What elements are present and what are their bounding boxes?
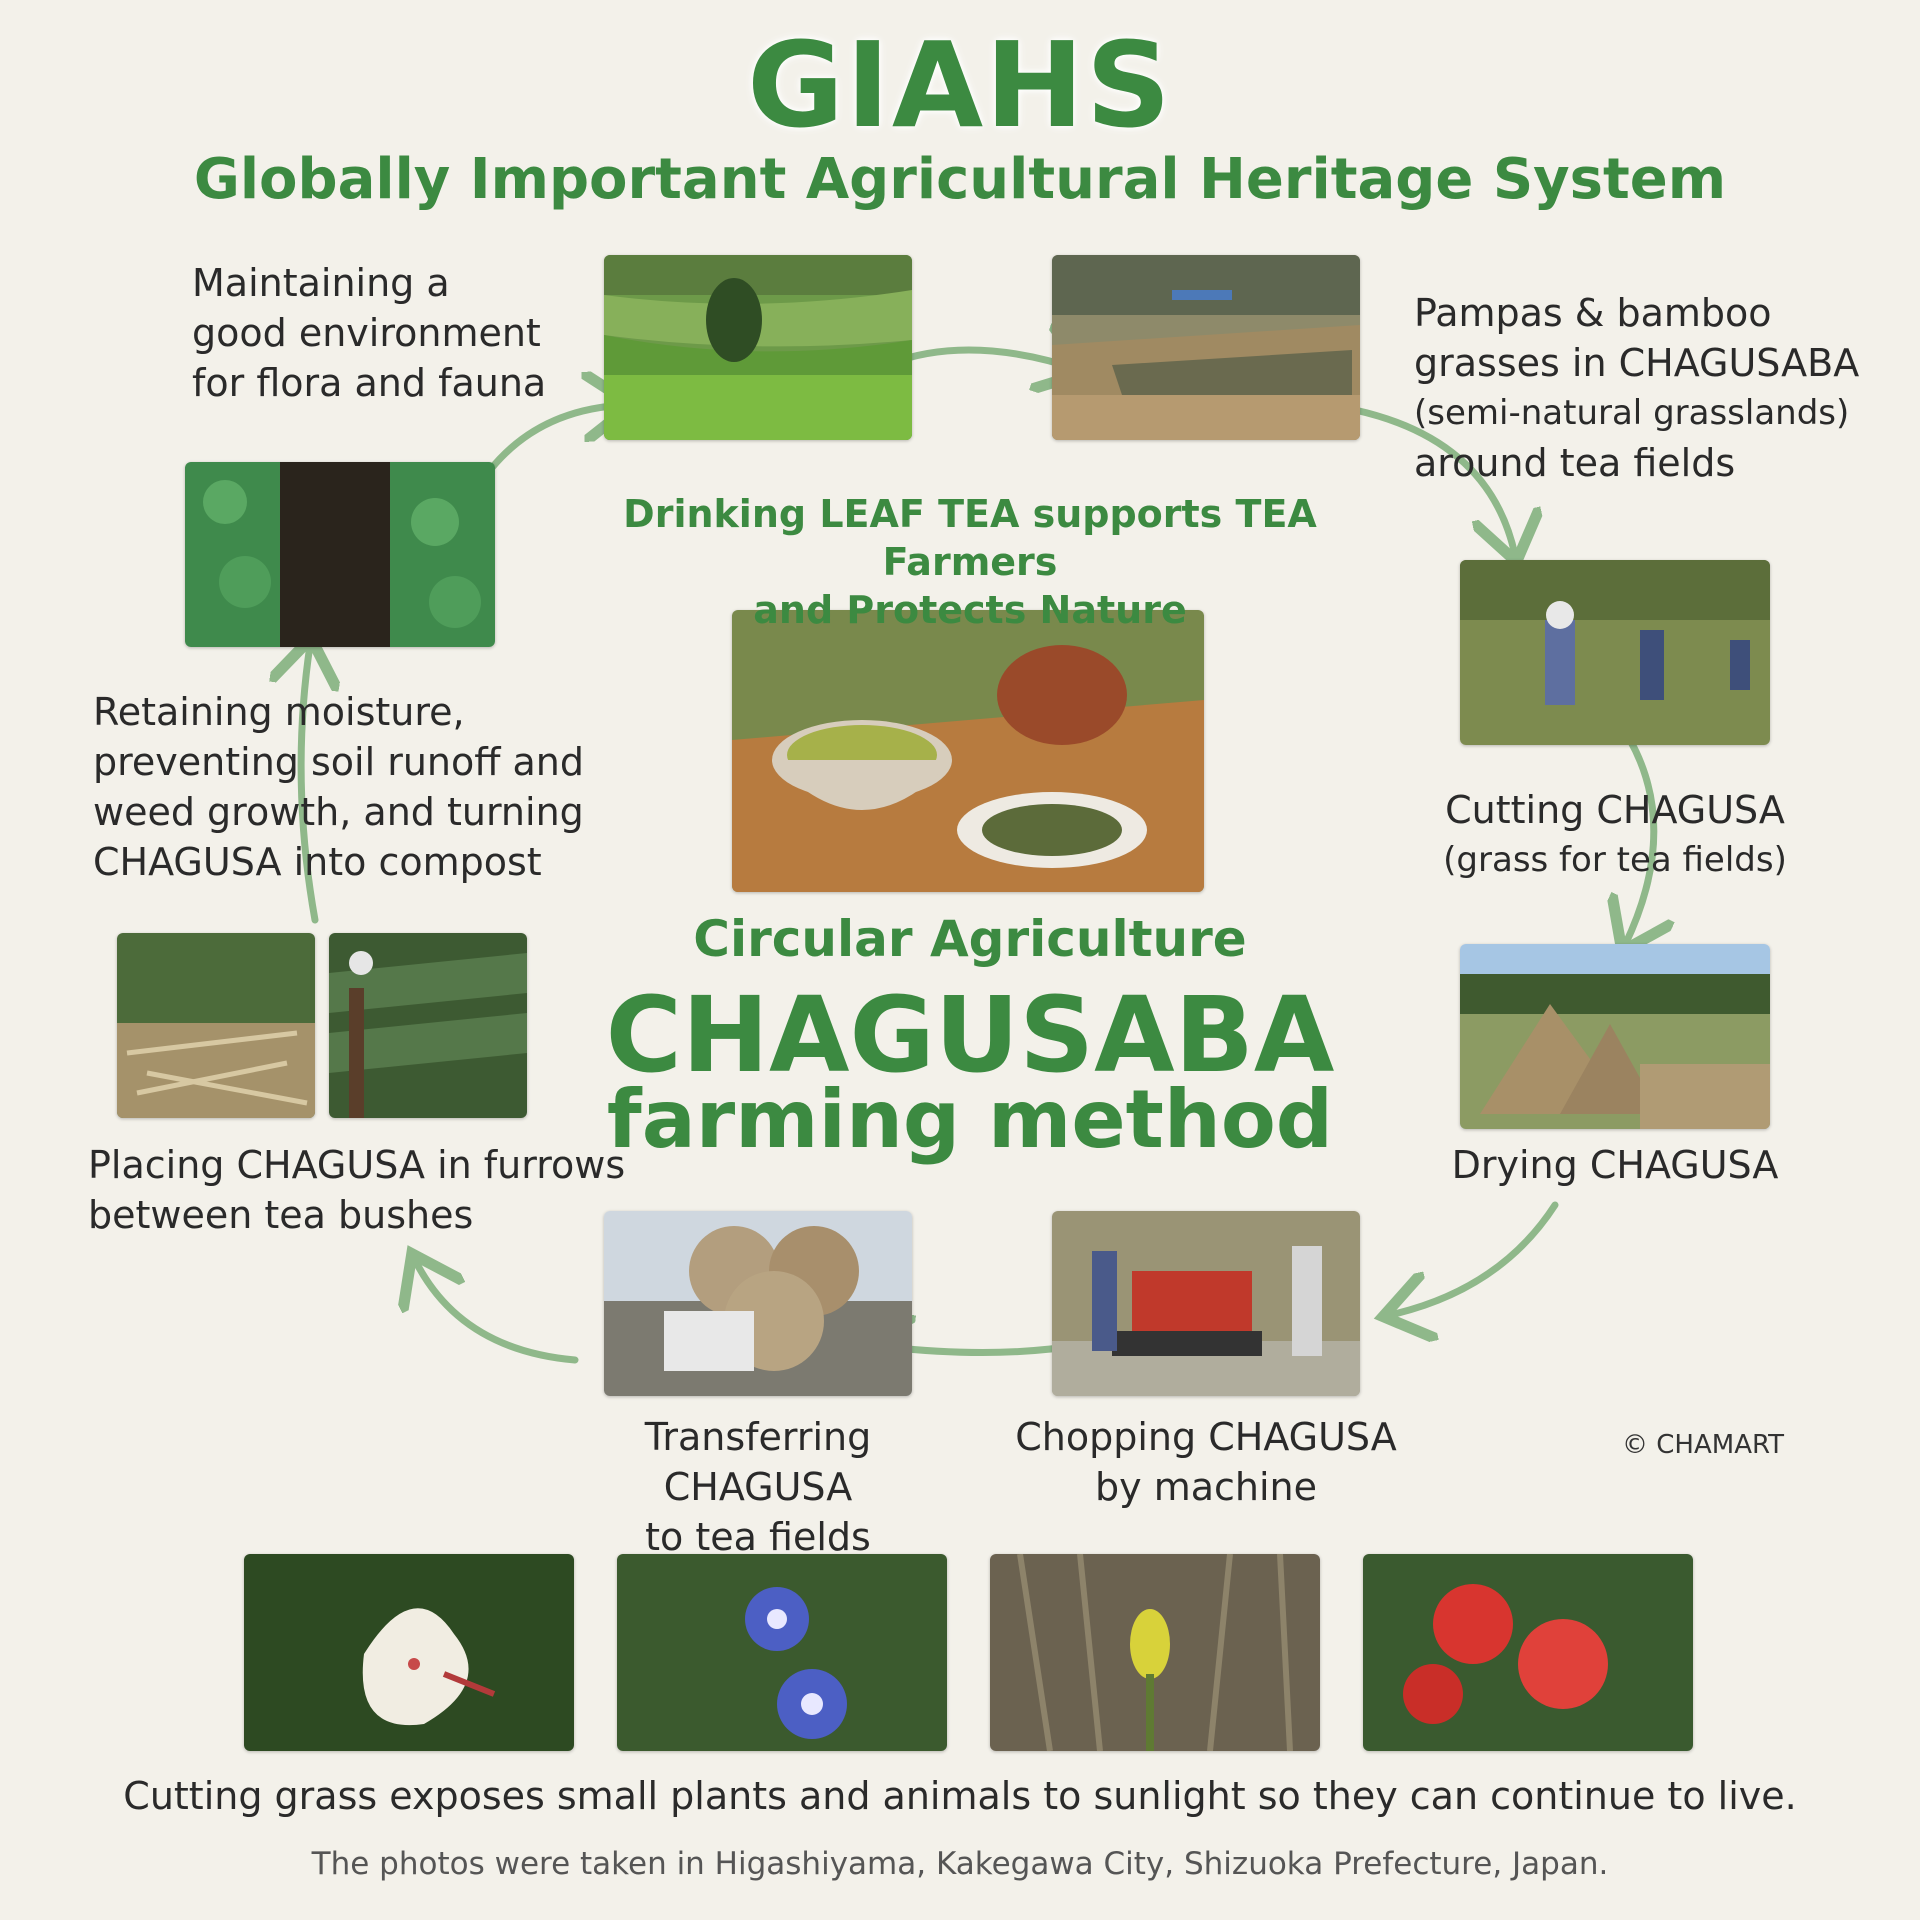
caption-chopping-line1: Chopping CHAGUSA <box>1015 1415 1397 1459</box>
caption-pampas-line1: Pampas & bamboo <box>1414 291 1772 335</box>
caption-retaining-line1: Retaining moisture, <box>93 690 465 734</box>
caption-pampas-line2: grasses in CHAGUSABA <box>1414 341 1860 385</box>
copyright-text: © CHAMART <box>1622 1430 1785 1460</box>
page-title: GIAHS <box>747 16 1173 154</box>
photo-chagusa-pile <box>117 933 315 1118</box>
photo-chopping-machine <box>1052 1211 1360 1396</box>
photo-transferring-truck <box>604 1211 912 1396</box>
caption-placing-line2: between tea bushes <box>88 1193 474 1237</box>
photo-drying-grass <box>1460 944 1770 1129</box>
caption-environment-line3: for flora and fauna <box>192 361 547 405</box>
photo-mulched-furrow <box>185 462 495 647</box>
photo-spider-lily <box>1363 1554 1693 1751</box>
caption-placing <box>88 1140 625 1240</box>
caption-retaining-line2: preventing soil runoff and <box>93 740 585 784</box>
caption-retaining <box>93 687 584 887</box>
caption-pampas <box>1414 288 1859 488</box>
caption-placing-line1: Placing CHAGUSA in furrows <box>88 1143 626 1187</box>
caption-pampas-line3: (semi-natural grasslands) <box>1414 393 1850 433</box>
caption-cutting-line1: Cutting CHAGUSA <box>1445 788 1785 832</box>
caption-cutting <box>1430 785 1800 885</box>
photo-tea-fields <box>604 255 912 440</box>
caption-chopping <box>1006 1412 1406 1512</box>
photo-placing-in-furrows <box>329 933 527 1118</box>
photo-gentian-flower <box>617 1554 947 1751</box>
center-tagline-line1: Drinking LEAF TEA supports TEA Farmers <box>623 492 1317 584</box>
center-label-small: Circular Agriculture <box>693 910 1247 968</box>
center-label-big: CHAGUSABA <box>605 974 1335 1096</box>
center-tagline <box>540 490 1400 634</box>
footer-main-text: Cutting grass exposes small plants and animals to sunlight so they can continue to live. <box>123 1774 1797 1818</box>
caption-environment-line1: Maintaining a <box>192 261 450 305</box>
center-tagline-line2: and Protects Nature <box>753 588 1187 632</box>
caption-cutting-line2: (grass for tea fields) <box>1443 840 1787 880</box>
center-label-method: farming method <box>606 1073 1334 1166</box>
arrow-transferring-to-placing <box>415 1260 575 1360</box>
footer-location-text: The photos were taken in Higashiyama, Kakegawa City, Shizuoka Prefecture, Japan. <box>311 1846 1609 1882</box>
photo-orchid-flower <box>990 1554 1320 1751</box>
photo-lily-flower <box>244 1554 574 1751</box>
caption-retaining-line4: CHAGUSA into compost <box>93 840 542 884</box>
arrow-drying-to-chopping <box>1390 1205 1555 1315</box>
caption-pampas-line4: around tea fields <box>1414 441 1736 485</box>
caption-transferring <box>545 1412 971 1562</box>
caption-transferring-line2: to tea fields <box>645 1515 871 1559</box>
photo-pampas-grass <box>1052 255 1360 440</box>
caption-chopping-line2: by machine <box>1095 1465 1317 1509</box>
page-subtitle: Globally Important Agricultural Heritage System <box>193 147 1727 212</box>
caption-environment <box>192 258 546 408</box>
caption-retaining-line3: weed growth, and turning <box>93 790 584 834</box>
caption-transferring-line1: Transferring CHAGUSA <box>644 1415 872 1509</box>
caption-drying <box>1430 1140 1800 1190</box>
caption-environment-line2: good environment <box>192 311 541 355</box>
caption-drying-line1: Drying CHAGUSA <box>1451 1143 1779 1187</box>
photo-cutting-grass <box>1460 560 1770 745</box>
photo-leaf-tea <box>732 610 1204 892</box>
